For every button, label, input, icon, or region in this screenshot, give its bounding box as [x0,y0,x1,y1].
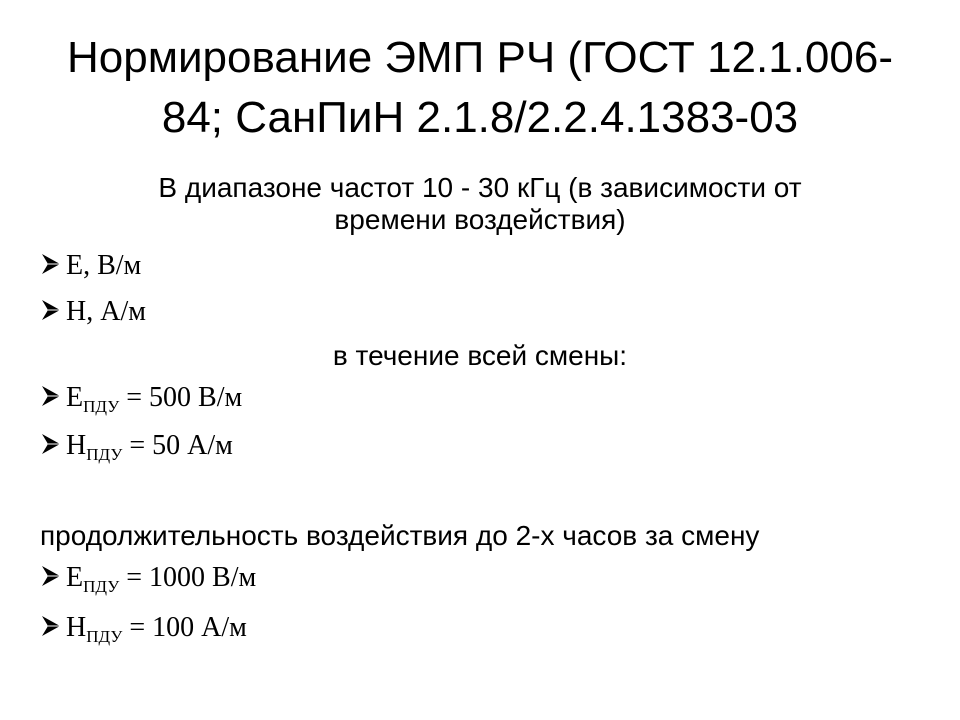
arrowhead-bullet-icon [40,614,66,638]
full-shift-item-e [40,382,242,417]
limit-symbol: E [66,562,84,593]
title-line-1: Нормирование ЭМП РЧ (ГОСТ 12.1.006- [66,33,893,82]
limit-value: = 1000 В/м [119,562,257,593]
param-label: H, А/м [66,296,146,327]
limit-value: = 50 А/м [122,430,233,461]
limit-value: = 500 В/м [119,382,243,413]
frequency-range-note [0,172,960,236]
arrowhead-bullet-icon [40,384,66,408]
two-hours-heading-text: продолжительность воздействия до 2-х часов за смену [40,520,760,551]
param-item-e [40,250,141,282]
arrowhead-bullet-icon [40,564,66,588]
param-item-h [40,296,146,328]
limit-value: = 100 А/м [122,612,247,643]
arrowhead-bullet-icon [40,298,66,322]
two-hours-item-e [40,562,256,597]
full-shift-item-h [40,430,233,465]
two-hours-heading [40,520,759,552]
arrowhead-bullet-icon [40,252,66,276]
limit-symbol: E [66,382,84,413]
full-shift-heading [0,340,960,372]
title-line-2: 84; СанПиН 2.1.8/2.2.4.1383-03 [161,93,799,142]
limit-subscript: ПДУ [86,445,123,464]
two-hours-item-h [40,612,247,647]
limit-subscript: ПДУ [83,577,120,596]
limit-symbol: H [66,430,87,461]
limit-subscript: ПДУ [83,397,120,416]
range-note-line-1: В диапазоне частот 10 - 30 кГц (в зависимости от [158,172,802,203]
param-label: E, В/м [66,250,142,281]
limit-symbol: H [66,612,87,643]
full-shift-heading-text: в течение всей смены: [332,340,628,371]
slide-title [0,28,960,148]
arrowhead-bullet-icon [40,432,66,456]
range-note-line-2: времени воздействия) [334,204,626,235]
limit-subscript: ПДУ [86,627,123,646]
